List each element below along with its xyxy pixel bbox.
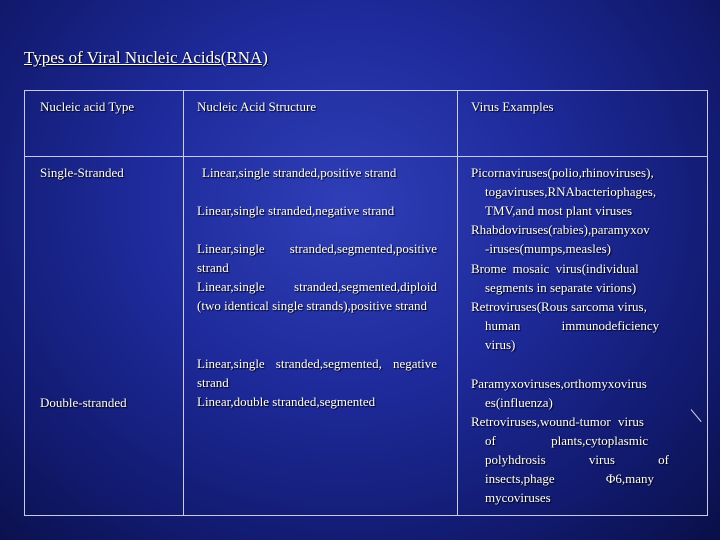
example-line: segments in separate virions)	[485, 280, 637, 295]
structure-item: Linear,single stranded,negative strand	[197, 203, 395, 218]
example-line: Paramyxoviruses,orthomyxovirus	[471, 376, 647, 391]
slide-title: Types of Viral Nucleic Acids(RNA)	[24, 48, 268, 67]
structure-item: Linear,single stranded,segmented, negative strand	[197, 356, 437, 391]
header-type: Nucleic acid Type	[40, 99, 135, 114]
column-divider-2	[457, 91, 458, 515]
type-single-stranded: Single-Stranded	[40, 165, 124, 180]
example-line: Brome mosaic virus(individual	[471, 261, 639, 276]
example-line: human immunodeficiency	[485, 318, 660, 333]
example-line: virus)	[485, 337, 516, 352]
example-line: of plants,cytoplasmic	[485, 433, 649, 448]
example-line: es(influenza)	[485, 395, 553, 410]
nucleic-acid-table	[24, 90, 708, 516]
example-line: mycoviruses	[485, 490, 551, 505]
structure-item: Linear,double stranded,segmented	[197, 394, 376, 409]
example-line: togaviruses,RNAbacteriophages,	[485, 184, 657, 199]
example-line: insects,phage Φ6,many	[485, 471, 655, 486]
example-line: Retroviruses(Rous sarcoma virus,	[471, 299, 647, 314]
type-double-stranded: Double-stranded	[40, 395, 127, 410]
structure-item: Linear,single stranded,segmented,diploid (two identical single strands),positive strand	[197, 279, 437, 314]
example-line: Retroviruses,wound-tumor virus	[471, 414, 644, 429]
example-line: TMV,and most plant viruses	[485, 203, 633, 218]
column-divider-1	[183, 91, 184, 515]
example-line: Picornaviruses(polio,rhinoviruses),	[471, 165, 654, 180]
header-structure: Nucleic Acid Structure	[197, 99, 317, 114]
structure-item: Linear,single stranded,positive strand	[202, 165, 397, 180]
example-line: -iruses(mumps,measles)	[485, 241, 612, 256]
structure-item: Linear,single stranded,segmented,positive strand	[197, 241, 437, 276]
example-line: Rhabdoviruses(rabies),paramyxov	[471, 222, 650, 237]
header-examples: Virus Examples	[471, 99, 554, 114]
example-line: polyhdrosis virus of	[485, 452, 669, 467]
header-divider	[25, 156, 707, 157]
